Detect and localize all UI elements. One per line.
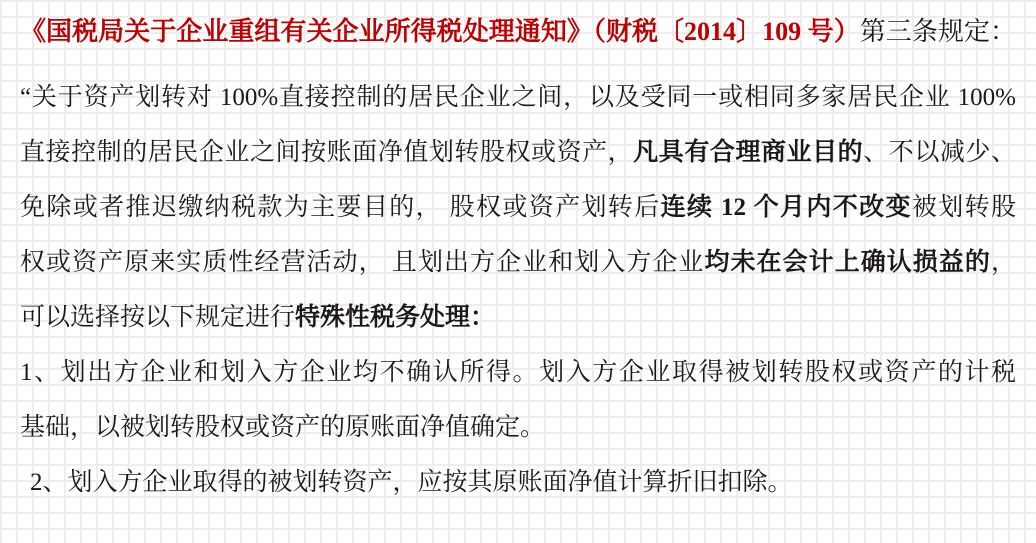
text-segment: 权或资产原来实质性经营活动， 且划出方企业和划入方企业 [20,249,705,276]
regulation-title-citation: 《国税局关于企业重组有关企业所得税处理通知》（财税〔2014〕109 号） [20,17,860,46]
text-segment: 基础，以被划转股权或资产的原账面净值确定。 [20,414,546,441]
emphasized-text-special-tax-treatment: 特殊性税务处理： [295,304,496,331]
text-segment: 、不以减少、 [863,139,1016,166]
text-line-5 [20,235,1016,290]
text-line-9-item-2 [20,455,1016,510]
text-segment: 被划转股 [911,194,1016,221]
emphasized-text-12-months: 连续 12 个月内不改变 [660,194,912,221]
text-segment: 1、划出方企业和划入方企业均不确认所得。划入方企业取得被划转股权或资产的计税 [20,359,1016,386]
text-segment: 可以选择按以下规定进行 [20,304,296,331]
text-line-6 [20,290,1016,345]
emphasized-text-business-purpose: 凡具有合理商业目的 [633,139,864,166]
text-segment: “关于资产划转对 100%直接控制的居民企业之间，以及受同一或相同多家居民企业 100% [20,84,1016,111]
emphasized-text-no-accounting-gain: 均未在会计上确认损益的 [704,249,991,276]
text-line-4 [20,180,1016,235]
text-segment: ， [990,249,1016,276]
text-line-3 [20,125,1016,180]
text-line-8 [20,400,1016,455]
text-segment: 直接控制的居民企业之间按账面净值划转股权或资产， [20,139,634,166]
text-segment: 免除或者推迟缴纳税款为主要目的， 股权或资产划转后 [20,194,661,221]
document-title-line [20,4,1016,59]
text-line-7-item-1 [20,345,1016,400]
text-line-2 [20,70,1016,125]
article-reference: 第三条规定： [859,17,1016,46]
text-segment: 2、划入方企业取得的被划转资产，应按其原账面净值计算折旧扣除。 [30,469,793,496]
